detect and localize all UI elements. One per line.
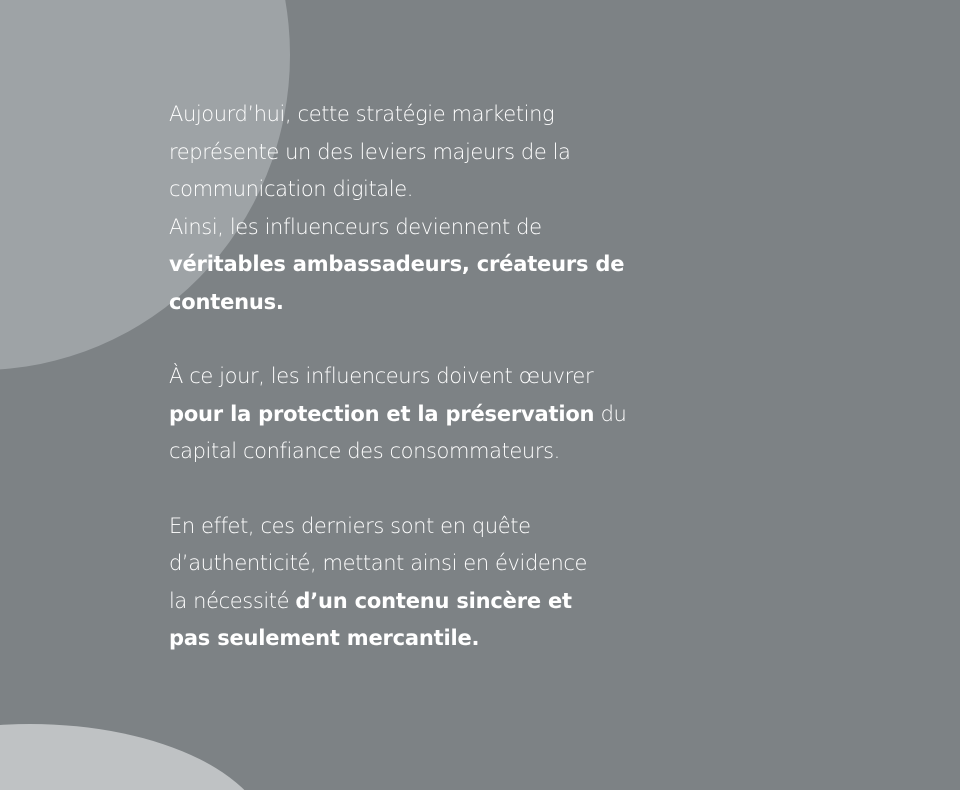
decorative-circle-bottom [0,724,270,790]
paragraph-3-line-3-emphasis: d’un contenu sincère et [295,588,572,613]
paragraph-2 [169,358,729,471]
paragraph-2-line-2-rest: du [594,401,627,426]
paragraph-2-line-1: À ce jour, les influenceurs doivent œuvrer [169,364,594,388]
paragraph-1 [169,96,729,321]
paragraph-1-line-3: communication digitale. [169,177,414,201]
paragraph-2-line-3: capital confiance des consommateurs. [169,439,560,463]
paragraph-1-line-5-emphasis: véritables ambassadeurs, créateurs de [169,252,625,276]
body-text [169,96,729,658]
paragraph-3-line-2: d’authenticité, mettant ainsi en évidence [169,551,588,575]
paragraph-1-line-6-emphasis: contenus. [169,289,284,314]
paragraph-1-line-1: Aujourd’hui, cette stratégie marketing [169,102,555,126]
paragraph-3-line-1: En effet, ces derniers sont en quête [169,513,531,538]
paragraph-1-line-2: représente un des leviers majeurs de la [169,139,571,164]
paragraph-1-line-4: Ainsi, les influenceurs deviennent de [169,214,542,239]
paragraph-2-line-2-emphasis: pour la protection et la préservation [169,401,595,426]
paragraph-3-line-3: la nécessité [169,588,296,613]
paragraph-3 [169,508,729,658]
paragraph-3-line-4-emphasis: pas seulement mercantile. [169,626,480,650]
